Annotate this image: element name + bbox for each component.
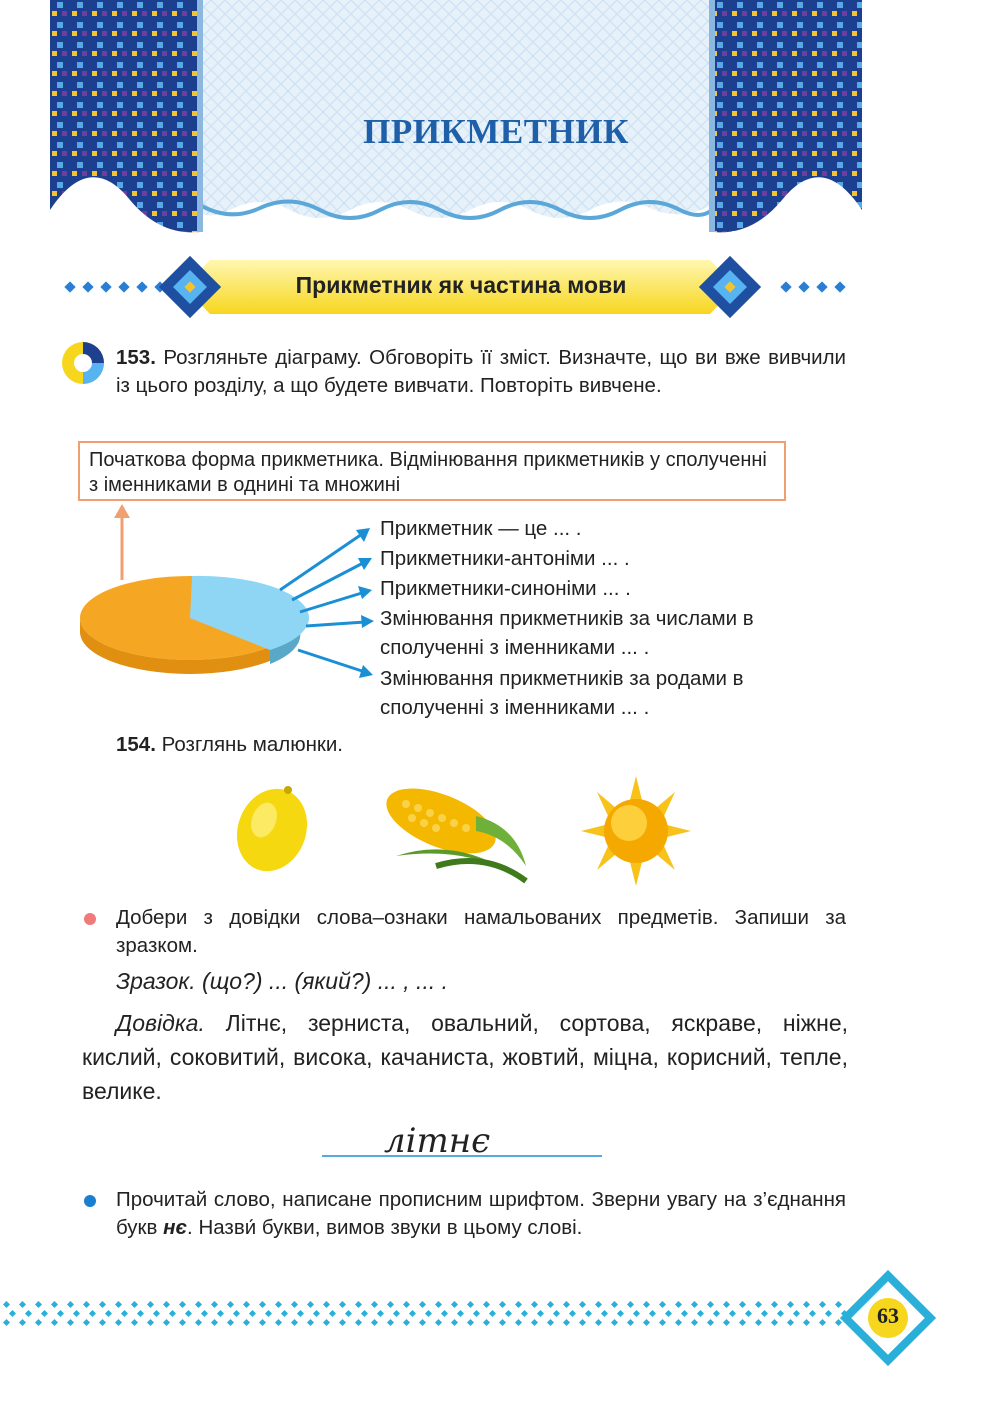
lemon-icon	[226, 779, 318, 881]
exercise-154	[116, 733, 343, 757]
task-text-part: . Назви́ букви, вимов звуки в цьому слові.	[187, 1216, 583, 1239]
letters-highlight: нє	[163, 1216, 188, 1239]
exercise-text: Розгляньте діаграму. Обговоріть її зміст. Визначте, що ви вже вивчили із цього розділу, а що будете вивчати. Повторіть вивчене.	[116, 346, 846, 397]
bullet-blue	[84, 1195, 96, 1207]
diagram-box-label: Початкова форма прикметника. Відмінювання прикметників у сполученні з іменниками в однині та множині	[78, 441, 786, 501]
pie-diagram	[70, 500, 380, 690]
bullet-pink	[84, 913, 96, 925]
footer-ornament-band	[0, 1296, 850, 1330]
task-text	[116, 1186, 846, 1242]
sample-line: Зразок. (що?) ... (який?) ... , ... .	[116, 968, 449, 994]
group-work-icon	[60, 340, 106, 386]
corn-icon	[377, 776, 526, 881]
diagram-topic: Прикметник — це ... .	[380, 517, 582, 540]
hint-label: Довідка.	[116, 1010, 205, 1036]
task-text: Добери з довідки слова–ознаки намальованих предметів. Запиши за зразком.	[116, 906, 846, 957]
handwritten-word	[322, 1118, 602, 1162]
task-text-part: Прочитай слово, написане прописним шрифтом. Зверни увагу на з’єднання букв	[116, 1188, 846, 1239]
diagram-topic: Прикметники-антоніми ... .	[380, 547, 630, 570]
diagram-topic: Прикметники-синоніми ... .	[380, 577, 631, 600]
page-number: 63	[877, 1303, 899, 1328]
chapter-title: ПРИКМЕТНИК	[363, 112, 629, 151]
svg-text:літнє: літнє	[384, 1121, 491, 1161]
exercise-number: 154.	[116, 733, 156, 756]
exercise-153	[116, 344, 846, 400]
diagram-topic: Змінювання прикметників за числами в сполученні з іменниками ... .	[380, 607, 754, 659]
hint-text: Літнє, зерниста, овальний, сортова, яскраве, ніжне, кислий, соковитий, висока, качаниста, жовтий, міцна, корисний, тепле, велике.	[82, 1010, 848, 1104]
exercise-text: Розглянь малюнки.	[161, 733, 344, 756]
pictures-row	[226, 776, 706, 886]
sun-icon	[581, 776, 691, 886]
hint-paragraph	[82, 1006, 848, 1108]
section-title: Прикметник як частина мови	[295, 272, 627, 298]
diagram-topic: Змінювання прикметників за родами в сполученні з іменниками ... .	[380, 667, 744, 719]
exercise-number: 153.	[116, 346, 156, 369]
